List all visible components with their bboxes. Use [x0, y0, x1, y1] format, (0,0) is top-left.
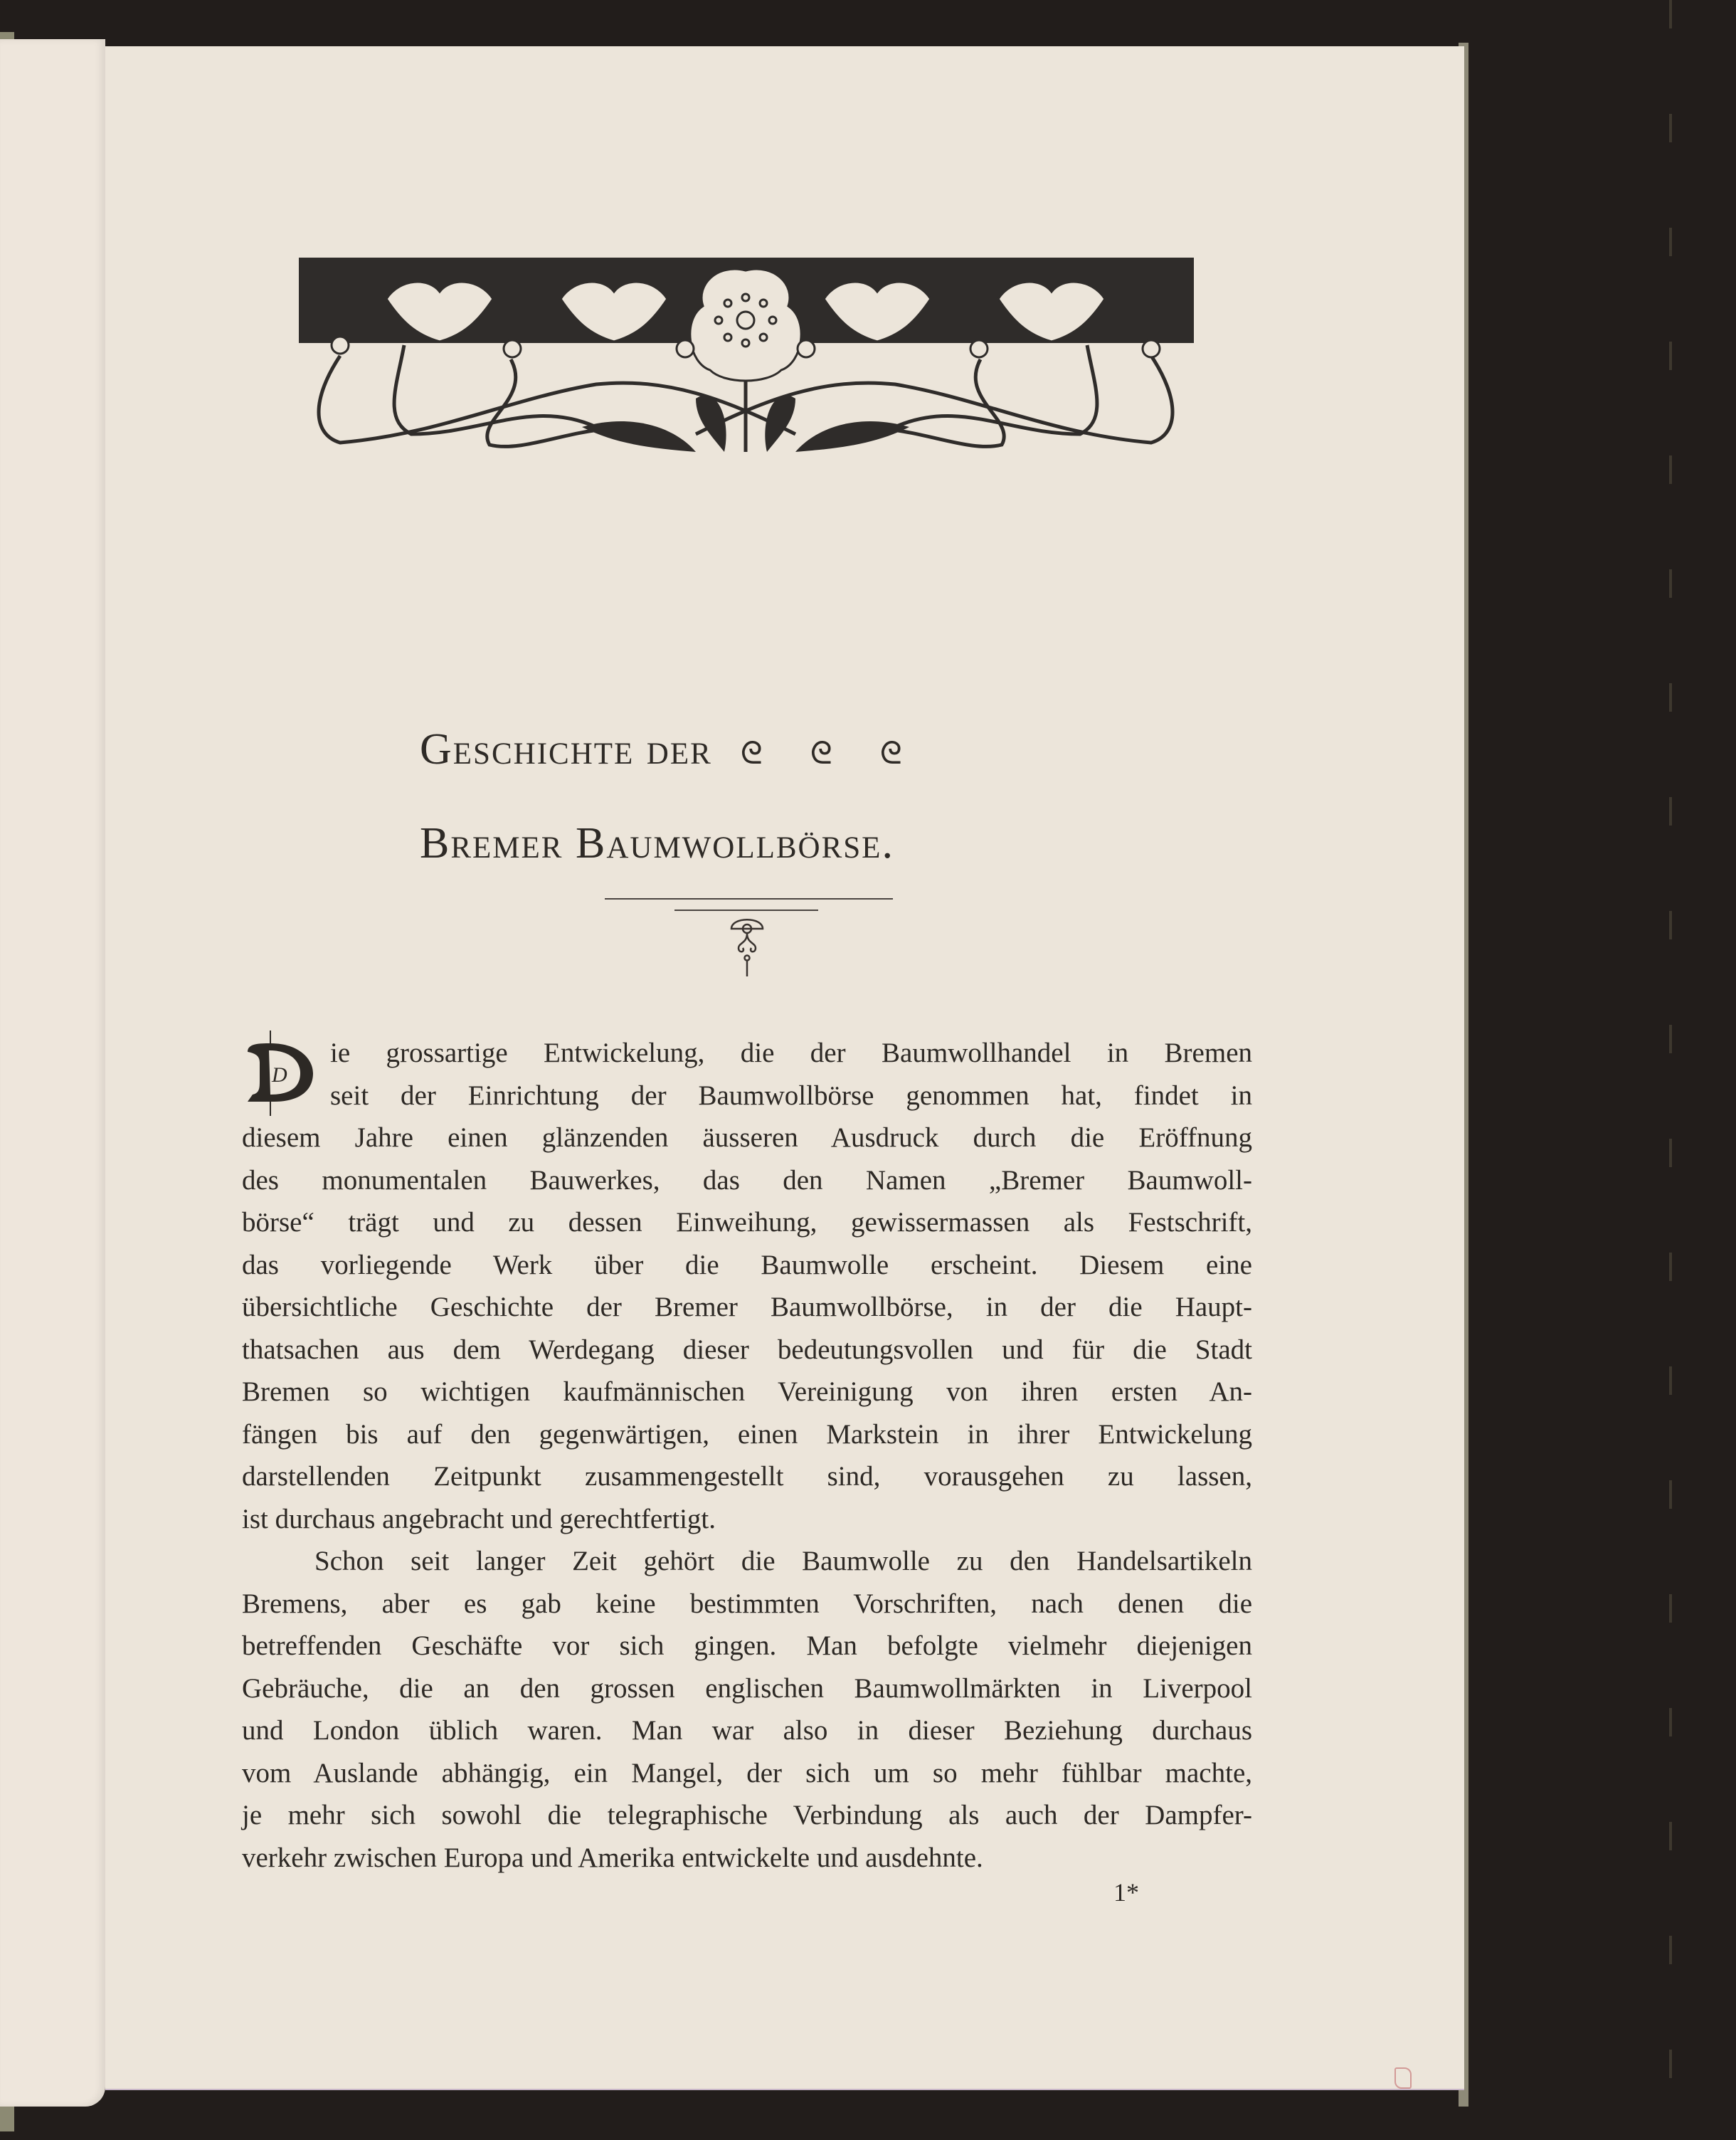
- text-line: Bremen so wichtigen kaufmännischen Vereinigung von ihren ersten An-: [242, 1376, 1252, 1407]
- text-line: Bremens, aber es gab keine bestimmten Vorschriften, nach denen die: [242, 1588, 1252, 1619]
- text-line: des monumentalen Bauwerkes, das den Namen „Bremer Baumwoll-: [242, 1164, 1252, 1196]
- text-line: betreffenden Geschäfte vor sich gingen. Man befolgte vielmehr diejenigen: [242, 1630, 1252, 1661]
- text-line: Gebräuche, die an den grossen englischen Baumwollmärkten in Liverpool: [242, 1672, 1252, 1704]
- swirl-ornament-icons: ᘓ ᘓ ᘓ: [740, 736, 922, 771]
- chapter-title: [420, 705, 1131, 888]
- text-line: fängen bis auf den gegenwärtigen, einen Markstein in ihrer Entwickelung: [242, 1418, 1252, 1450]
- palmette-ornament-icon: [726, 911, 768, 979]
- title-line-2: Bremer Baumwollbörse.: [420, 819, 894, 868]
- paragraph-1: [242, 1032, 1252, 1540]
- text-line: ie grossartige Entwickelung, die der Baumwollhandel in Bremen: [330, 1038, 1252, 1068]
- text-line: seit der Einrichtung der Baumwollbörse genommen hat, findet in: [330, 1080, 1252, 1111]
- text-line: Schon seit langer Zeit gehört die Baumwolle zu den Handelsartikeln: [314, 1546, 1252, 1576]
- scanner-backdrop: [1669, 0, 1672, 2140]
- text-line: diesem Jahre einen glänzenden äusseren Ausdruck durch die Eröffnung: [242, 1122, 1252, 1153]
- text-line: vom Auslande abhängig, ein Mangel, der sich um so mehr fühlbar machte,: [242, 1757, 1252, 1788]
- text-line: je mehr sich sowohl die telegraphische Verbindung als auch der Dampfer-: [242, 1800, 1252, 1830]
- text-line: darstellenden Zeitpunkt zusammengestellt sind, vorausgehen zu lassen,: [242, 1461, 1252, 1492]
- text-line: übersichtliche Geschichte der Bremer Baumwollbörse, in der die Haupt-: [242, 1292, 1252, 1322]
- library-stamp-mark: [1394, 2067, 1412, 2089]
- text-line: das vorliegende Werk über die Baumwolle erscheint. Diesem eine: [242, 1249, 1252, 1280]
- body-text: [242, 1032, 1252, 1879]
- text-line: ist durchaus angebracht und gerechtfertigt.: [242, 1503, 716, 1534]
- floral-frieze-icon: [297, 256, 1195, 455]
- text-line: thatsachen aus dem Werdegang dieser bedeutungsvollen und für die Stadt: [242, 1334, 1252, 1365]
- paragraph-2: [242, 1540, 1252, 1879]
- text-line: und London üblich waren. Man war also in dieser Beziehung durchaus: [242, 1715, 1252, 1746]
- signature-mark: 1*: [1113, 1878, 1139, 1907]
- text-line: börse“ trägt und zu dessen Einweihung, gewissermassen als Festschrift,: [242, 1207, 1252, 1238]
- decorative-initial-d-icon: [242, 1031, 320, 1116]
- svg-text:D: D: [272, 1063, 287, 1087]
- title-line-1: [420, 705, 1131, 798]
- title-line-1-text: Geschichte der: [420, 725, 712, 774]
- separator-rule-long: [605, 898, 893, 900]
- left-page-edge: [0, 39, 105, 2107]
- text-line: verkehr zwischen Europa und Amerika entwickelte und ausdehnte.: [242, 1842, 983, 1873]
